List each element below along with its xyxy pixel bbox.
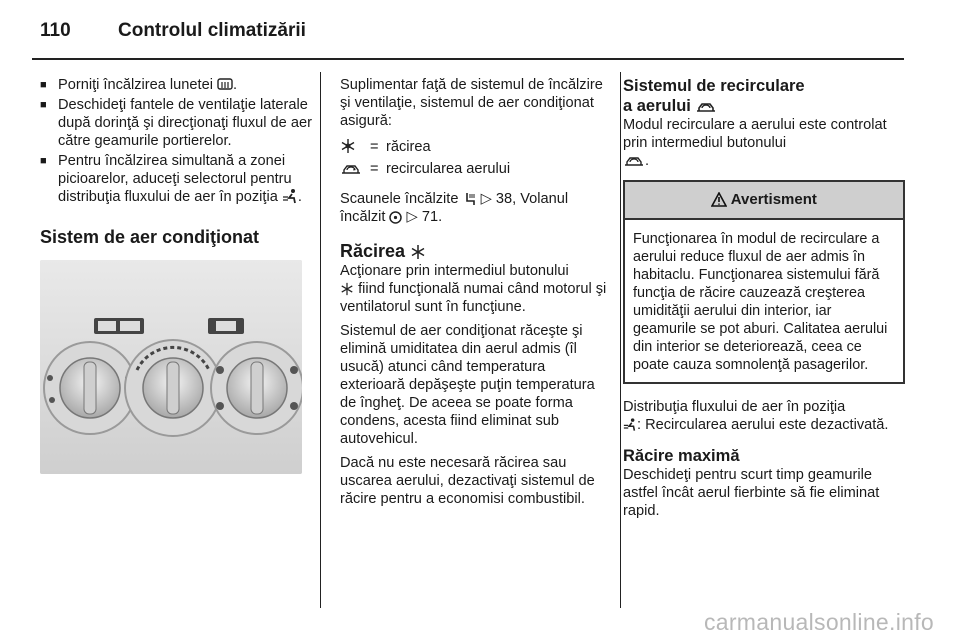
bullet-icon: ■ [40, 79, 47, 91]
cooling-paragraph-2: Sistemul de aer condiţionat răceşte şi elimină umiditatea din aerul admis (îl usucă) atunci când temperatura exterioară depăşeşte puţin temperatura de îngheţ. De aceea se poate forma condens, acesta fiind eliminat sub autovehicul. [340, 323, 595, 447]
bullet-icon: ■ [40, 99, 47, 111]
car-recirculation-icon [623, 154, 645, 168]
recirculation-heading: Sistemul de recirculare a aerului [623, 77, 805, 115]
section-title: Sistem de aer condiţionat [40, 227, 260, 247]
max-cooling-text: Deschideţi pentru scurt timp geamurile astfel încât aerul fierbinte să fie eliminat rapid. [623, 467, 880, 519]
page-reference-icon: ▷ [480, 191, 492, 207]
air-distribution-feet-icon [282, 188, 298, 204]
list-item: ■ Deschideţi fantele de ventilaţie laterale după dorinţă şi direcţionaţi fluxul de aer către geamurile portierelor. [40, 97, 312, 149]
snowflake-icon [340, 282, 354, 296]
header-rule [32, 58, 904, 60]
distribution-text: Distribuţia fluxului de aer în poziţia : Recircularea aerului este dezactivată. [623, 399, 889, 433]
list-item: ■ Porniţi încălzirea lunetei . [40, 77, 238, 93]
column-middle [340, 76, 612, 514]
page-reference-icon: ▷ [406, 209, 418, 225]
snowflake-icon [340, 138, 356, 154]
snowflake-icon [410, 244, 426, 260]
air-distribution-feet-icon [623, 417, 637, 432]
page-title: Controlul climatizării [118, 20, 306, 41]
list-item: = recircularea aerului [340, 160, 612, 178]
bullet-icon: ■ [40, 155, 47, 167]
column-divider-1 [320, 72, 321, 608]
list-item: = răcirea [340, 138, 612, 156]
cooling-heading: Răcirea [340, 240, 612, 262]
car-recirculation-icon [340, 162, 362, 176]
heated-seat-icon [463, 192, 477, 206]
max-cooling-heading: Răcire maximă [623, 447, 740, 465]
cooling-paragraph: Acţionare prin intermediul butonului fiind funcţională numai când motorul şi ventilatorul sunt în funcţiune. [340, 263, 607, 315]
column-right [623, 76, 905, 526]
warning-box [623, 180, 905, 384]
warning-header: Avertisment [625, 182, 903, 220]
climate-control-panel-image [40, 260, 302, 474]
heated-steering-wheel-icon [389, 211, 402, 224]
rear-window-heating-icon [217, 78, 233, 92]
intro-text: Suplimentar faţă de sistemul de încălzire şi ventilaţie, sistemul de aer condiţionat asigură: [340, 77, 603, 129]
cooling-paragraph-3: Dacă nu este necesară răcirea sau uscarea aerului, dezactivaţi sistemul de răcire pentru a economisi combustibil. [340, 455, 595, 507]
car-recirculation-icon [695, 100, 717, 114]
page-header [40, 20, 306, 42]
seats-reference: Scaunele încălzite ▷ 38, Volanul încălzit ▷ 71. [340, 191, 569, 225]
column-divider-2 [620, 72, 621, 608]
warning-triangle-icon [711, 192, 727, 207]
watermark: carmanualsonline.info [703, 609, 934, 635]
recirculation-text: Modul recirculare a aerului este controlat prin intermediul butonului . [623, 117, 887, 169]
warning-text: Funcţionarea în modul de recirculare a aerului reduce fluxul de aer admis în habitaclu. Funcţionarea sistemului fără funcţia de răcire cauzează creşterea umidităţii aerului din interior, iar geamurile se pot aburi. Calitatea aerului din interior se deteriorează, ceea ce poate cauza somnolenţă pasagerilor. [633, 231, 888, 373]
column-left [40, 76, 312, 474]
list-item: ■ Pentru încălzirea simultană a zonei picioarelor, aduceţi selectorul pentru distribuţia fluxului de aer în poziţia . [40, 153, 302, 205]
page-number: 110 [40, 20, 71, 41]
definition-list [340, 138, 612, 178]
